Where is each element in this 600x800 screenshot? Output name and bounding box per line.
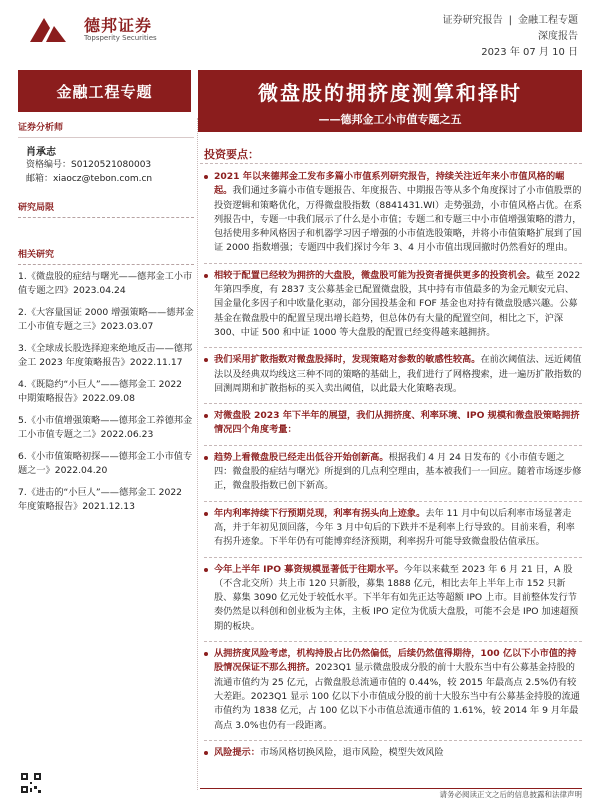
related-heading: 相关研究 [18, 245, 194, 265]
key-point-body: 去年 11 月中旬以后利率市场显著走高，并于年初见顶回落，今年 3 月中旬后的下跌并不是利率上行导致的。目前来看，利率有拐升迹象。下半年仍有可能博弈经济预期，利率拐升可能导致微盘股估值承压。 [214, 507, 575, 548]
report-series: 金融工程专题 [518, 15, 578, 26]
footer-disclaimer[interactable]: 请务必阅读正文之后的信息披露和法律声明 [439, 790, 582, 799]
report-type: 证券研究报告 [442, 15, 503, 26]
key-point-lead: 风险提示： [214, 746, 260, 758]
related-report-item[interactable]: 5.《小市值增强策略——德邦金工养德邦金工小市值专题之二》2022.06.23 [18, 415, 193, 440]
brand-logo-icon [28, 16, 68, 44]
header-meta: 证券研究报告 | 金融工程专题 深度报告 2023 年 07 月 10 日 [443, 13, 578, 61]
heading-divider [200, 163, 582, 164]
key-point-lead: 2021 年以来德邦金工发布多篇小市值系列研究报告，持续关注近年来小市值风格的崛起。 [214, 171, 565, 197]
key-point [204, 647, 582, 741]
key-point-body: 今年以来截至 2023 年 6 月 21 日，A 股（不含北交所）共上市 120 只新股，募集 1888 亿元，相比去年上半年上市 152 只新股、募集 3090 亿元处于较低水平。下半年有如先正达等超额 IPO 上市。目前整体发行节奏仍然是以科创和创业板为主体，主板 IPO 定位为优质大盘股，可能不会是 IPO 加速超预期的板块。 [214, 563, 579, 632]
related-list [18, 270, 194, 514]
key-point-lead: 我们采用扩散指数对微盘股择时，发现策略对参数的敏感性较高。 [214, 354, 481, 366]
related-report-item[interactable]: 1.《微盘股的症结与曙光——德邦金工小市值专题之四》2023.04.24 [18, 271, 193, 296]
key-point [204, 746, 582, 767]
key-point [204, 269, 582, 348]
qr-code-icon [20, 772, 42, 794]
key-point-lead: 对微盘股 2023 年下半年的展望，我们从拥挤度、利率环境、IPO 规模和微盘股策略拥挤情况四个角度考量： [214, 410, 580, 436]
column-divider [197, 118, 198, 790]
related-report-item[interactable]: 6.《小市值策略初探——德邦金工小市值专题之一》2022.04.20 [18, 451, 193, 476]
trend-heading: 研究局限 [18, 198, 194, 218]
brand-name-cn: 德邦证券 [84, 16, 153, 35]
key-point-lead: 今年上半年 IPO 募资规模显著低于往期水平。 [214, 563, 404, 575]
key-point-body: 根据我们 4 月 24 日发布的《小市值专题之四：微盘股的症结与曙光》所提到的几点利空理由，基本被我们一一回应。随着市场逐步修正，微盘股指数已创下新高。 [214, 451, 582, 492]
key-point [204, 409, 582, 446]
key-point [204, 451, 582, 502]
brand-name-en: Topsperity Securities [84, 34, 157, 42]
analyst-name: 肖承志 [26, 147, 56, 158]
key-point-body: 市场风格切换风险，退市风险，模型失效风险 [259, 746, 444, 758]
related-report-item[interactable]: 7.《进击的“小巨人”——德邦金工 2022 年度策略报告》2021.12.13 [18, 487, 183, 512]
key-point [204, 507, 582, 558]
key-point-body: 截至 2022 年第四季度，有 2837 支公募基金已配置微盘股，其中持有市值最多的为金元顺安元启、国金量化多因子和中欧量化驱动，部分国投基金和 FOF 基金也对持有微盘股感兴趣。公募基金在微盘股中的配置呈现出增长趋势，但总体仍有大量的配置空间，相比之下，沪深 300、中证 500 和中证 1000 等大盘股的配置已经变得越来越拥挤。 [214, 269, 581, 338]
report-depth: 深度报告 [538, 31, 578, 42]
report-date: 2023 年 07 月 10 日 [481, 47, 578, 58]
page-title: 微盘股的拥挤度测算和择时 [258, 81, 522, 105]
key-points-heading: 投资要点： [204, 148, 259, 161]
related-report-item[interactable]: 3.《全球成长股选择迎来绝地反击——德邦金工 2023 年度策略报告》2022.11.17 [18, 343, 193, 368]
key-point-lead: 相较于配置已经较为拥挤的大盘股，微盘股可能为投资者提供更多的投资机会。 [214, 269, 536, 281]
key-point [204, 353, 582, 404]
analyst-email[interactable]: 邮箱：xiaocz@tebon.com.cn [26, 174, 153, 184]
key-point-body: 在前次阈值法、远近阈值法以及经典双均线这三种不同的策略的基础上，我们进行了网格搜索，进一遍历扩散指数的回测周期和扩散指标的买入卖出阈值，以此最大化策略表现。 [214, 354, 582, 394]
key-point-body: 我们通过多篇小市值专题报告、年度报告、中期报告等从多个角度探讨了小市值股票的投资逻辑和策略优化，万得微盘股指数（8841431.WI）走势强劲，小市值风格占优。在系列报告中，专题一中我们展示了什么是小市值；专题二和专题三中小市值增强策略的潜力，包括使用多种风格因子和机器学习因子增强的小市值选股策略，并将小市值策略扩展到了国证 2000 指数增强；专题四中我们探讨今年 3、4 月小市值出现回撤时仍然看好的理由。 [214, 185, 583, 254]
key-point-lead: 年内利率持续下行预期兑现，利率有拐头向上迹象。 [214, 507, 426, 519]
key-point [204, 170, 582, 264]
sidebar [18, 118, 194, 522]
related-report-item[interactable]: 2.《大容量国证 2000 增强策略——德邦金工小市值专题之三》2023.03.07 [18, 307, 194, 332]
related-report-item[interactable]: 4.《既隐约“小巨人”——德邦金工 2022 中期策略报告》2022.09.08 [18, 379, 183, 404]
key-point-body: 2023Q1 显示微盘股成分股的前十大股东当中有公募基金持股的流通市值约为 25 亿元，占微盘股总流通市值的 0.44%，较 2015 年最高点 2.5%仍有较大差距。2023Q1 显示 100 亿以下小市值成分股的前十大股东当中有公募基金持股的流通市值约为 1838 亿元，占 100 亿以下小市值总流通市值的 1.61%，较 2014 年 9 月年最高点 3.0%也仍有一段距离。 [214, 662, 580, 731]
key-point [204, 563, 582, 642]
key-point-lead: 从拥挤度风险考虑，机构持股占比仍然偏低，后续仍然值得期待，100 亿以下小市值的持股情况保证不那么拥挤。 [214, 648, 577, 674]
key-point-lead: 趋势上看微盘股已经走出低谷开始创新高。 [214, 451, 389, 463]
analyst-license: 资格编号：S0120521080003 [26, 160, 152, 170]
category-label: 金融工程专题 [18, 70, 191, 112]
key-points [204, 170, 582, 772]
analyst-heading: 证券分析师 [18, 118, 194, 138]
page-subtitle: ——德邦金工小市值专题之五 [318, 113, 462, 126]
title-banner [198, 70, 582, 132]
